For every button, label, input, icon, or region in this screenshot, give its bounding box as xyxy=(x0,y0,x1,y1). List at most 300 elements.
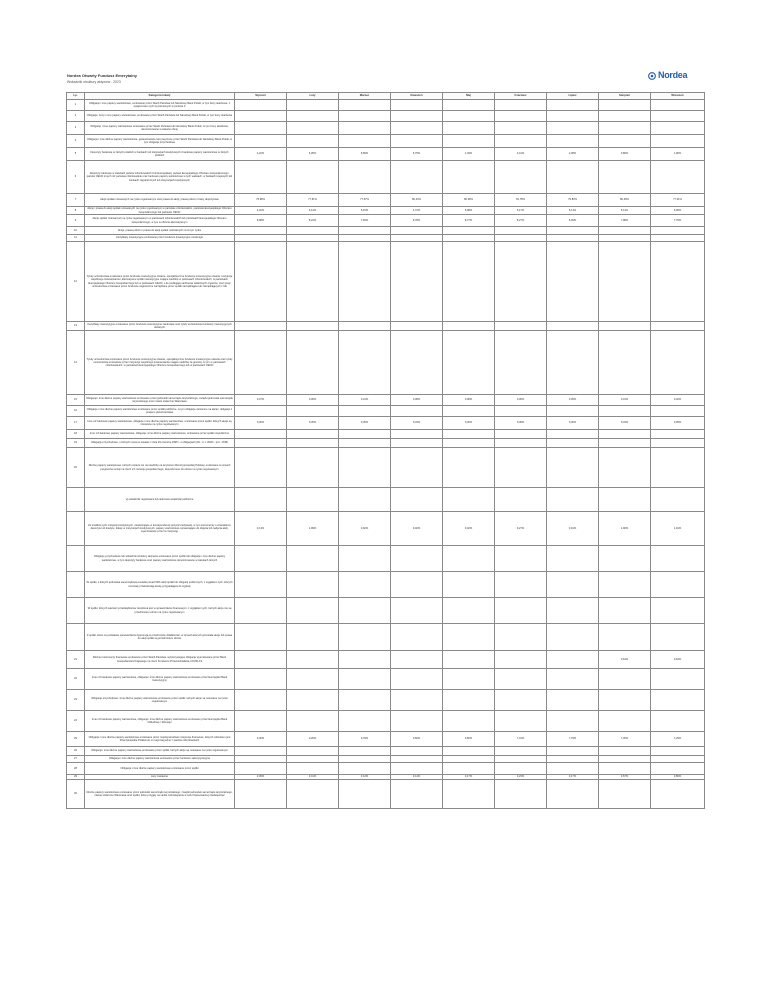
value-cell xyxy=(287,448,339,488)
value-cell xyxy=(235,439,287,448)
value-cell xyxy=(339,763,391,775)
value-cell xyxy=(391,747,443,756)
value-cell: 81,78% xyxy=(495,194,547,207)
row-number: 1 xyxy=(67,100,85,111)
table-row xyxy=(67,598,705,624)
value-cell xyxy=(495,135,547,148)
row-number xyxy=(67,572,85,598)
value-cell: 0,35% xyxy=(651,417,705,430)
value-cell xyxy=(391,780,443,809)
category-cell: Obligacje i inne dłużne papiery wartościowe emitowane przez spółki xyxy=(85,763,235,775)
value-cell xyxy=(443,763,495,775)
column-header: Luty xyxy=(287,93,339,100)
value-cell xyxy=(651,690,705,711)
value-cell xyxy=(235,322,287,331)
value-cell: 8,39% xyxy=(547,215,599,227)
table-row xyxy=(67,395,705,406)
value-cell: 80,43% xyxy=(391,194,443,207)
table-row xyxy=(67,624,705,651)
value-cell xyxy=(391,572,443,598)
value-cell xyxy=(235,711,287,732)
value-cell xyxy=(547,448,599,488)
value-cell: 0,02% xyxy=(391,512,443,546)
value-cell xyxy=(235,763,287,775)
row-number: 24 xyxy=(67,711,85,732)
category-cell: Listy zastawne xyxy=(85,775,235,780)
value-cell: 1,91% xyxy=(651,512,705,546)
value-cell xyxy=(391,406,443,417)
value-cell: 6,14% xyxy=(287,207,339,215)
value-cell: 0,38% xyxy=(391,395,443,406)
value-cell xyxy=(495,756,547,763)
value-cell xyxy=(391,756,443,763)
value-cell xyxy=(235,242,287,322)
value-cell xyxy=(391,161,443,194)
value-cell: 0,92% xyxy=(339,512,391,546)
row-number xyxy=(67,512,85,546)
value-cell xyxy=(651,546,705,572)
value-cell: 6,96% xyxy=(651,207,705,215)
value-cell xyxy=(235,100,287,111)
value-cell xyxy=(339,406,391,417)
row-number xyxy=(67,624,85,651)
table-row xyxy=(67,572,705,598)
value-cell xyxy=(443,161,495,194)
category-cell: Inne niż bankowe papiery wartościowe, obligacje i inne dłużne papiery wartościowe, emitowane przez spółki, których akcje są notowane na rynku regulowanym xyxy=(85,417,235,430)
value-cell: 2,38% xyxy=(547,148,599,161)
value-cell xyxy=(547,227,599,235)
value-cell xyxy=(547,242,599,322)
value-cell xyxy=(547,624,599,651)
value-cell xyxy=(287,235,339,242)
value-cell xyxy=(547,651,599,669)
value-cell: 0,36% xyxy=(547,417,599,430)
row-number: 22 xyxy=(67,669,85,690)
value-cell: 7,84% xyxy=(339,215,391,227)
value-cell xyxy=(599,439,651,448)
category-cell: Obligacje i inne dłużne papiery wartościowe emitowane przez międzynarodowe instytucje finansowe, których członkiem jest Rzeczpospolita Polska lub co najmniej jedno z państw członkowskich xyxy=(85,732,235,747)
value-cell: 3,86% xyxy=(599,148,651,161)
value-cell: 6,35% xyxy=(287,148,339,161)
value-cell xyxy=(443,430,495,439)
value-cell xyxy=(547,135,599,148)
value-cell: 5,98% xyxy=(443,207,495,215)
asset-structure-table xyxy=(66,92,705,809)
value-cell xyxy=(443,747,495,756)
value-cell xyxy=(443,669,495,690)
value-cell xyxy=(391,711,443,732)
value-cell xyxy=(599,747,651,756)
value-cell xyxy=(287,651,339,669)
table-row xyxy=(67,448,705,488)
category-cell: Tytuły uczestnictwa emitowane przez fundusze inwestycyjne otwarte, specjalistyczne fundusze inwestycyjne otwarte oraz tytuły uczestnictwa emitowane przez instytucje wspólnego inwestowania mające siedzibę za granicą, w tym w państwach członkowskich, w państwach Europejskiego Obszaru Gospodarczego lub w państwach OECD xyxy=(85,331,235,395)
value-cell: 7,01% xyxy=(495,732,547,747)
value-cell xyxy=(339,242,391,322)
value-cell xyxy=(391,763,443,775)
value-cell xyxy=(651,161,705,194)
row-number: 25 xyxy=(67,732,85,747)
value-cell xyxy=(339,747,391,756)
value-cell xyxy=(547,711,599,732)
value-cell: 0,38% xyxy=(495,417,547,430)
value-cell xyxy=(391,331,443,395)
value-cell xyxy=(443,598,495,624)
value-cell xyxy=(547,669,599,690)
category-cell: Dłużne instrumenty finansowe emitowane przez Skarb Państwa, wykorzystujące obligacje wyemitowane przez Bank Gospodarstwa Krajowego na rzecz Funduszu Przeciwdziałania COVID-19 xyxy=(85,651,235,669)
value-cell: 0,26% xyxy=(287,732,339,747)
value-cell xyxy=(287,546,339,572)
value-cell xyxy=(443,322,495,331)
value-cell xyxy=(495,235,547,242)
value-cell xyxy=(339,756,391,763)
value-cell xyxy=(547,546,599,572)
value-cell xyxy=(339,439,391,448)
value-cell xyxy=(235,756,287,763)
value-cell xyxy=(287,135,339,148)
value-cell xyxy=(391,111,443,122)
value-cell xyxy=(339,161,391,194)
table-row xyxy=(67,732,705,747)
category-cell: Obligacje, bony i inne papiery wartościowe, emitowane przez Skarb Państwa lub Narodowy Bank Polski, w tym bony skarbowe xyxy=(85,111,235,122)
category-cell: Inne niż bankowe papiery wartościowe, obligacje i inne dłużne papiery wartościowe emitowane przez Europejski Bank Inwestycyjny xyxy=(85,669,235,690)
value-cell xyxy=(391,546,443,572)
value-cell xyxy=(235,488,287,512)
value-cell: 77,51% xyxy=(287,194,339,207)
value-cell xyxy=(339,546,391,572)
value-cell xyxy=(391,651,443,669)
value-cell xyxy=(443,100,495,111)
table-row xyxy=(67,711,705,732)
value-cell: 8,27% xyxy=(495,215,547,227)
value-cell: 3,23% xyxy=(495,775,547,780)
value-cell xyxy=(599,488,651,512)
value-cell xyxy=(391,227,443,235)
row-number xyxy=(67,598,85,624)
row-number: 3 xyxy=(67,122,85,135)
value-cell xyxy=(651,322,705,331)
value-cell xyxy=(443,235,495,242)
table-row xyxy=(67,235,705,242)
value-cell: 5,17% xyxy=(495,207,547,215)
value-cell xyxy=(287,227,339,235)
value-cell xyxy=(599,756,651,763)
value-cell: 0,38% xyxy=(443,395,495,406)
value-cell: 0,64% xyxy=(651,651,705,669)
table-row xyxy=(67,690,705,711)
row-number: 14 xyxy=(67,331,85,395)
row-number: 9 xyxy=(67,215,85,227)
value-cell xyxy=(599,331,651,395)
table-row xyxy=(67,148,705,161)
value-cell xyxy=(651,242,705,322)
value-cell xyxy=(651,598,705,624)
value-cell: 2,36% xyxy=(235,775,287,780)
category-cell: Obligacje i inne dłużne papiery wartościowe, gwarantowane lub poręczone przez Skarb Państwa lub Narodowy Bank Polski, w tym obligacje przychodowe xyxy=(85,135,235,148)
value-cell xyxy=(391,430,443,439)
value-cell xyxy=(235,122,287,135)
value-cell xyxy=(547,235,599,242)
value-cell xyxy=(547,756,599,763)
value-cell xyxy=(339,669,391,690)
value-cell xyxy=(339,624,391,651)
value-cell xyxy=(235,780,287,809)
value-cell xyxy=(547,690,599,711)
row-number: 20 xyxy=(67,448,85,488)
value-cell xyxy=(495,448,547,488)
value-cell: 3,67% xyxy=(599,775,651,780)
value-cell xyxy=(287,331,339,395)
value-cell xyxy=(547,439,599,448)
value-cell: 4,22% xyxy=(235,207,287,215)
nordea-logo-text: Nordea xyxy=(658,70,688,80)
value-cell xyxy=(547,100,599,111)
table-row xyxy=(67,546,705,572)
table-row xyxy=(67,135,705,148)
value-cell xyxy=(287,322,339,331)
value-cell xyxy=(339,572,391,598)
value-cell xyxy=(287,439,339,448)
value-cell xyxy=(339,111,391,122)
value-cell: 0,66% xyxy=(443,732,495,747)
category-cell: Certyfikaty inwestycyjne emitowane przez fundusze inwestycyjne zamknięte oraz tytuły uczestnictwa funduszy inwestycyjnych otwartych xyxy=(85,322,235,331)
value-cell: 0,01% xyxy=(547,512,599,546)
category-cell: Akcje spółek notowanych na rynku regulowanym oraz prawa do akcji, prawa poboru i kwity depozytowe xyxy=(85,194,235,207)
value-cell xyxy=(391,448,443,488)
row-number: 15 xyxy=(67,395,85,406)
table-row xyxy=(67,100,705,111)
table-row xyxy=(67,111,705,122)
value-cell xyxy=(651,227,705,235)
table-row xyxy=(67,488,705,512)
table-row xyxy=(67,756,705,763)
value-cell: 7,79% xyxy=(651,215,705,227)
value-cell xyxy=(443,756,495,763)
value-cell: 8,77% xyxy=(443,215,495,227)
value-cell xyxy=(443,448,495,488)
value-cell: 7,36% xyxy=(599,732,651,747)
value-cell xyxy=(235,111,287,122)
value-cell xyxy=(235,331,287,395)
value-cell xyxy=(287,756,339,763)
value-cell xyxy=(599,242,651,322)
value-cell xyxy=(443,439,495,448)
value-cell: 3,41% xyxy=(495,148,547,161)
value-cell xyxy=(495,227,547,235)
table-row xyxy=(67,512,705,546)
value-cell xyxy=(599,161,651,194)
category-cell: Tytuły uczestnictwa emitowane przez fundusze inwestycyjne otwarte, specjalistyczne fundusze inwestycyjne otwarte, instytucje wspólnego inwestowania i alternatywne spółki inwestycyjne mające siedzibę w państwach członkowskich, w państwach Europejskiego Obszaru Gospodarczego lub w państwach OECD, o ile podlegają nadzorowi właściwych organów, oraz tytuły uczestnictwa emitowane przez fundusze zagraniczne zarządzane przez spółki zarządzające lub zarządzających z UE xyxy=(85,242,235,322)
value-cell: 80,48% xyxy=(599,194,651,207)
value-cell xyxy=(339,690,391,711)
value-cell xyxy=(235,406,287,417)
value-cell xyxy=(287,690,339,711)
row-number: 29 xyxy=(67,775,85,780)
value-cell: 7,29% xyxy=(651,732,705,747)
value-cell xyxy=(495,546,547,572)
value-cell xyxy=(443,135,495,148)
value-cell xyxy=(651,430,705,439)
value-cell xyxy=(651,780,705,809)
value-cell: 77,67% xyxy=(339,194,391,207)
value-cell xyxy=(651,488,705,512)
value-cell xyxy=(339,100,391,111)
value-cell xyxy=(443,624,495,651)
value-cell: 80,38% xyxy=(443,194,495,207)
value-cell: 8,98% xyxy=(235,215,287,227)
value-cell xyxy=(651,763,705,775)
value-cell xyxy=(287,669,339,690)
value-cell xyxy=(651,406,705,417)
value-cell xyxy=(495,406,547,417)
value-cell xyxy=(651,135,705,148)
value-cell xyxy=(235,546,287,572)
value-cell xyxy=(287,747,339,756)
value-cell xyxy=(391,624,443,651)
value-cell: 3,86% xyxy=(651,775,705,780)
value-cell xyxy=(651,331,705,395)
value-cell xyxy=(547,430,599,439)
column-header: Kwiecień xyxy=(391,93,443,100)
value-cell: 0,35% xyxy=(547,395,599,406)
value-cell xyxy=(599,763,651,775)
value-cell: 1,99% xyxy=(287,512,339,546)
value-cell xyxy=(443,331,495,395)
value-cell: 0,36% xyxy=(495,395,547,406)
row-number: 10 xyxy=(67,227,85,235)
table-row xyxy=(67,227,705,235)
value-cell xyxy=(235,572,287,598)
value-cell: 3,41% xyxy=(287,775,339,780)
value-cell xyxy=(391,488,443,512)
column-header: Kategoria lokaty xyxy=(85,93,235,100)
column-header: Czerwiec xyxy=(495,93,547,100)
value-cell xyxy=(235,135,287,148)
value-cell xyxy=(651,624,705,651)
value-cell xyxy=(495,598,547,624)
value-cell xyxy=(391,235,443,242)
row-number: 21 xyxy=(67,651,85,669)
value-cell: 0,11% xyxy=(235,512,287,546)
value-cell: 0,36% xyxy=(287,395,339,406)
value-cell xyxy=(547,161,599,194)
value-cell xyxy=(599,711,651,732)
document-subtitle: Wskaźniki struktury aktywów - 2023 xyxy=(67,80,121,84)
category-cell: Inne niż bankowe papiery wartościowe, obligacje i inne dłużne papiery wartościowe emitowane przez Europejski Bank Odbudowy i Rozwoju xyxy=(85,711,235,732)
row-number: 4 xyxy=(67,135,85,148)
value-cell: 8,24% xyxy=(287,215,339,227)
value-cell xyxy=(443,122,495,135)
table-row xyxy=(67,207,705,215)
value-cell xyxy=(339,651,391,669)
value-cell xyxy=(547,111,599,122)
value-cell: 1,90% xyxy=(599,512,651,546)
value-cell: 79,98% xyxy=(235,194,287,207)
value-cell xyxy=(235,747,287,756)
value-cell xyxy=(391,100,443,111)
table-row xyxy=(67,215,705,227)
value-cell xyxy=(651,747,705,756)
value-cell: 0,33% xyxy=(391,417,443,430)
row-number: 5 xyxy=(67,148,85,161)
category-cell: Ze środków tych instytucji kredytowych, niewliczające w korespondencji pozycji kredytowej, w tym instrumenty o charakterze depozytu lub kredytu, lokaty w instytucjach kredytowych, papiery wartościowe uprawniające do objęcia lub nabycia akcji, wyemitowane przez te instytucje xyxy=(85,512,235,546)
value-cell xyxy=(651,448,705,488)
value-cell xyxy=(391,242,443,322)
value-cell xyxy=(443,651,495,669)
column-header: Lipiec xyxy=(547,93,599,100)
value-cell: 4,72% xyxy=(391,207,443,215)
row-number: 2 xyxy=(67,111,85,122)
value-cell xyxy=(495,322,547,331)
value-cell xyxy=(495,572,547,598)
value-cell xyxy=(651,122,705,135)
value-cell xyxy=(391,135,443,148)
row-number: 19 xyxy=(67,439,85,448)
value-cell xyxy=(443,711,495,732)
table-row xyxy=(67,161,705,194)
category-cell: Obligacje i inne papiery wartościowe, emitowane przez Skarb Państwa lub Narodowy Bank Polski, w tym bony skarbowe, z wyłączeniem tych wymienionych w punkcie 3 xyxy=(85,100,235,111)
value-cell xyxy=(235,235,287,242)
category-cell: Depozyty bankowe w złotych polskich w bankach lub instytucjach kredytowych i bankowe papiery wartościowe w złotych polskich xyxy=(85,148,235,161)
value-cell xyxy=(547,572,599,598)
table-row xyxy=(67,651,705,669)
value-cell: 5,11% xyxy=(547,207,599,215)
value-cell xyxy=(495,747,547,756)
value-cell xyxy=(547,598,599,624)
table-row xyxy=(67,439,705,448)
row-number: 18 xyxy=(67,430,85,439)
value-cell: 7,79% xyxy=(547,732,599,747)
value-cell: 0,37% xyxy=(235,395,287,406)
value-cell xyxy=(599,406,651,417)
row-number: 7 xyxy=(67,194,85,207)
value-cell xyxy=(599,624,651,651)
value-cell xyxy=(235,624,287,651)
table-row xyxy=(67,669,705,690)
value-cell xyxy=(495,488,547,512)
value-cell: 8,78% xyxy=(391,215,443,227)
category-cell: Dłużne papiery wartościowe emitowane przez jednostki samorządu terytorialnego, związki jednostek samorządu terytorialnego, miasto stołeczne Warszawa oraz spółki, które przyjęły na siebie zobowiązania w celu finansowania przedsięwzięć xyxy=(85,780,235,809)
value-cell: 4,22% xyxy=(235,148,287,161)
table-row xyxy=(67,780,705,809)
value-cell xyxy=(495,669,547,690)
value-cell: 6,89% xyxy=(339,148,391,161)
nordea-logo xyxy=(648,70,706,82)
value-cell xyxy=(599,135,651,148)
value-cell: 3,17% xyxy=(443,775,495,780)
value-cell xyxy=(339,448,391,488)
category-cell: Obligacje i inne dłużne papiery wartościowe emitowane przez jednostki samorządu terytorialnego, związki jednostek samorządu terytorialnego oraz miasto stołeczne Warszawa xyxy=(85,395,235,406)
value-cell xyxy=(287,406,339,417)
value-cell xyxy=(443,242,495,322)
category-cell: Akcje i prawa do akcji spółek notowanych na rynku regulowanym w państwie członkowskim, państwie Europejskiego Obszaru Gospodarczego lub państwie OECD xyxy=(85,207,235,215)
table-row xyxy=(67,242,705,322)
category-cell: Obligacje i inne dłużne papiery wartościowe emitowane przez fundusze sekurytyzacyjne xyxy=(85,756,235,763)
value-cell xyxy=(599,598,651,624)
category-cell: W spółki, których wartości przedsiębiorstw określona jest w sprawozdaniu finansowym, z wyjątkiem tych, których akcje nie są przedmiotem obrotu na rynku regulowanym xyxy=(85,598,235,624)
value-cell xyxy=(495,242,547,322)
value-cell: 1,49% xyxy=(443,148,495,161)
value-cell xyxy=(599,780,651,809)
value-cell xyxy=(287,488,339,512)
value-cell xyxy=(495,690,547,711)
value-cell xyxy=(495,331,547,395)
row-number xyxy=(67,546,85,572)
value-cell xyxy=(495,763,547,775)
value-cell xyxy=(339,135,391,148)
value-cell xyxy=(651,711,705,732)
value-cell xyxy=(651,572,705,598)
category-cell: Obligacje przychodowe i inne dłużne papiery wartościowe emitowane przez spółki, których akcje są notowane na rynku regulowanym xyxy=(85,690,235,711)
